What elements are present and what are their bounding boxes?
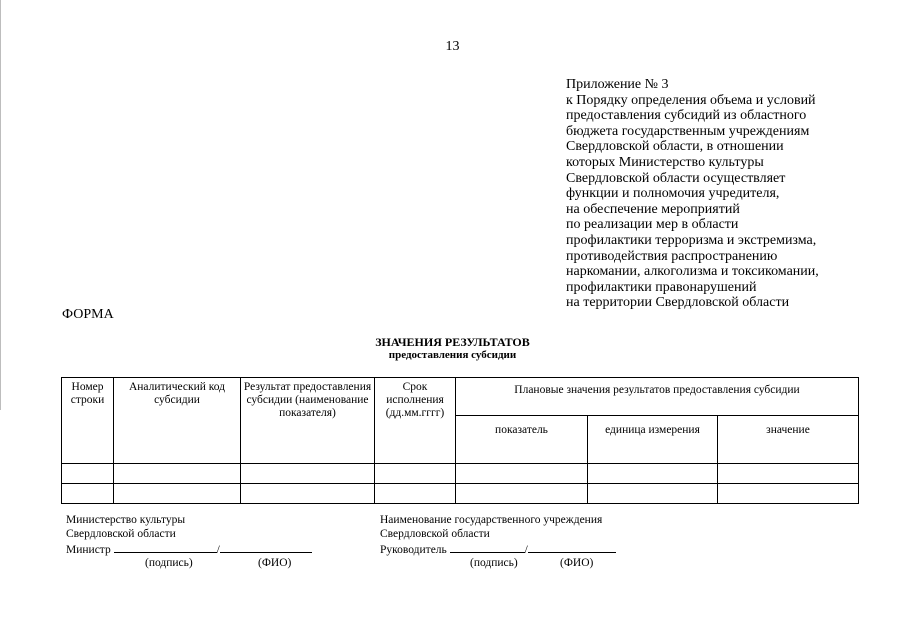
head-signature-caption: (подпись): [470, 557, 518, 569]
table-cell: [375, 484, 456, 504]
table-cell: [375, 464, 456, 484]
appendix-line: профилактики правонарушений: [566, 279, 757, 295]
appendix-line: к Порядку определения объема и условий: [566, 92, 816, 108]
table-cell: [114, 464, 241, 484]
header-result: Результат предоставления субсидии (наименование показателя): [241, 378, 375, 464]
ministry-line-1: Министерство культуры: [66, 514, 186, 526]
appendix-line: по реализации мер в области: [566, 217, 739, 233]
institution-line-1: Наименование государственного учреждения: [380, 514, 603, 526]
appendix-block: [566, 77, 896, 311]
head-role-label: Руководитель: [380, 544, 447, 556]
appendix-line: функции и полномочия учредителя,: [566, 186, 780, 202]
appendix-line: Приложение № 3: [566, 77, 669, 92]
head-name-caption: (ФИО): [560, 557, 594, 569]
document-subtitle: предоставления субсидии: [388, 349, 517, 361]
appendix-line: Свердловской области осуществляет: [566, 170, 786, 186]
ministry-signature-line: [66, 541, 312, 557]
table-cell: [114, 484, 241, 504]
signature-separator: /: [216, 544, 220, 556]
appendix-line: Свердловской области, в отношении: [566, 139, 784, 155]
results-table: [61, 377, 859, 504]
table-row: [62, 464, 859, 484]
minister-role-label: Министр: [66, 544, 111, 556]
table-cell: [62, 484, 114, 504]
minister-signature-caption: (подпись): [145, 557, 193, 569]
minister-name-field: [220, 541, 312, 553]
ministry-line-2: Свердловской области: [66, 528, 176, 540]
table-cell: [718, 484, 859, 504]
appendix-line: на территории Свердловской области: [566, 295, 790, 311]
appendix-line: противодействия распространению: [566, 248, 778, 264]
table-cell: [241, 484, 375, 504]
appendix-line: профилактики терроризма и экстремизма,: [566, 232, 817, 248]
table-cell: [62, 464, 114, 484]
signature-block-institution: [380, 513, 616, 557]
institution-signature-line: [380, 541, 616, 557]
table-cell: [456, 464, 588, 484]
head-name-field: [528, 541, 616, 553]
appendix-line: бюджета государственным учреждениям: [566, 123, 810, 139]
page-number: 13: [445, 39, 460, 54]
subheader-value: значение: [718, 416, 859, 464]
appendix-line: наркомании, алкоголизма и токсикомании,: [566, 264, 819, 280]
header-deadline: Срок исполнения (дд.мм.гггг): [375, 378, 456, 464]
appendix-line: на обеспечение мероприятий: [566, 201, 740, 217]
minister-name-caption: (ФИО): [258, 557, 292, 569]
minister-signature-field: [114, 541, 217, 553]
appendix-line: предоставления субсидий из областного: [566, 108, 807, 124]
form-label: ФОРМА: [62, 307, 114, 322]
subheader-unit: единица измерения: [588, 416, 718, 464]
subheader-indicator: показатель: [456, 416, 588, 464]
header-analytic-code: Аналитический код субсидии: [114, 378, 241, 464]
table-cell: [456, 484, 588, 504]
document-title: ЗНАЧЕНИЯ РЕЗУЛЬТАТОВ: [375, 335, 530, 349]
header-row-number: Номер строки: [62, 378, 114, 464]
table-cell: [718, 464, 859, 484]
table-row: [62, 484, 859, 504]
head-signature-field: [450, 541, 525, 553]
signature-block-ministry: [66, 513, 312, 557]
table-cell: [588, 484, 718, 504]
table-cell: [588, 464, 718, 484]
signature-separator: /: [524, 544, 528, 556]
institution-line-2: Свердловской области: [380, 528, 490, 540]
header-planned-values: Плановые значения результатов предоставления субсидии: [456, 378, 859, 416]
table-cell: [241, 464, 375, 484]
appendix-line: которых Министерство культуры: [566, 154, 764, 170]
